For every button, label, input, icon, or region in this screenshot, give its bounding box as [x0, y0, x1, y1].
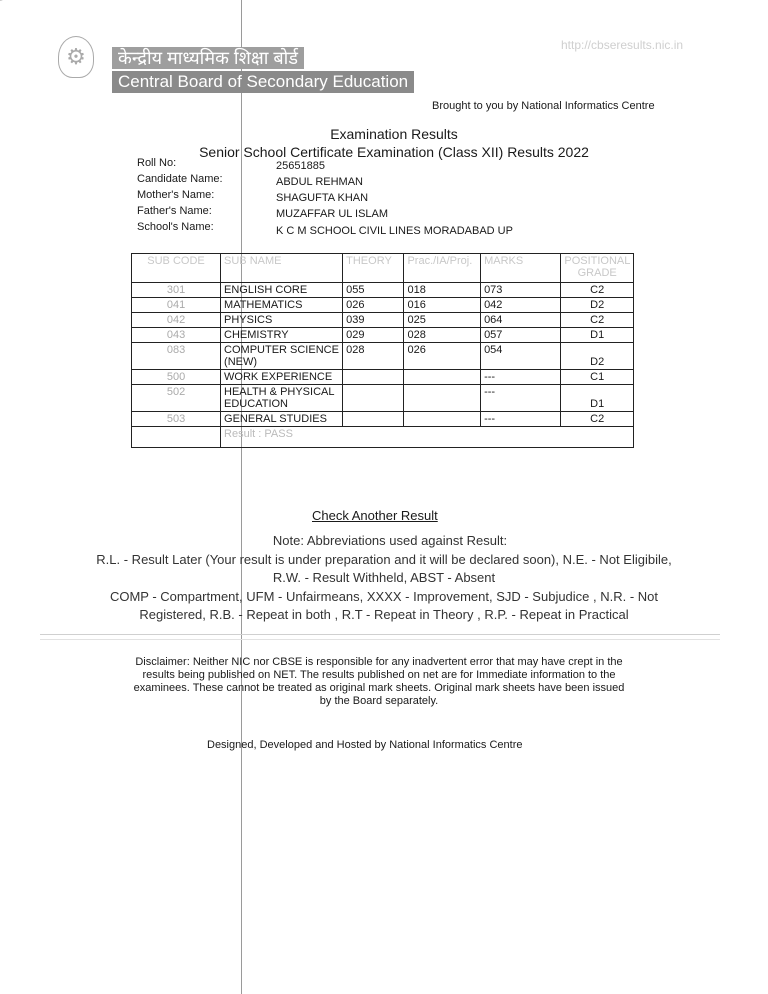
result-row [132, 427, 634, 448]
sub-name: CHEMISTRY [221, 328, 343, 343]
sub-code: 042 [132, 313, 221, 328]
candidate-name-value: ABDUL REHMAN [276, 176, 363, 188]
board-banner [112, 47, 457, 95]
candidate-name-label: Candidate Name: [137, 173, 223, 185]
disclaimer-label: Disclaimer: [135, 656, 190, 668]
grade: D1 [561, 328, 634, 343]
header-marks: MARKS [481, 254, 561, 283]
banner-hindi-title: केन्द्रीय माध्यमिक शिक्षा बोर्ड [112, 47, 304, 69]
cbse-logo-icon: ⚙ [58, 36, 94, 78]
practical-marks: 028 [404, 328, 481, 343]
practical-marks [404, 412, 481, 427]
practical-marks [404, 385, 481, 412]
sub-code: 503 [132, 412, 221, 427]
sub-name: MATHEMATICS [221, 298, 343, 313]
sub-code: 500 [132, 370, 221, 385]
sub-code: 301 [132, 283, 221, 298]
theory-marks [343, 385, 404, 412]
footer-credit: Designed, Developed and Hosted by National Informatics Centre [207, 739, 523, 751]
marks-table-header [132, 254, 634, 283]
header-grade: POSITIONAL GRADE [561, 254, 634, 283]
theory-marks: 029 [343, 328, 404, 343]
grade: C1 [561, 370, 634, 385]
check-another-result-link[interactable]: Check Another Result [312, 508, 438, 523]
disclaimer [128, 656, 630, 708]
theory-marks: 055 [343, 283, 404, 298]
total-marks: --- [481, 385, 561, 412]
marks-table [131, 253, 634, 448]
school-name-value: K C M SCHOOL CIVIL LINES MORADABAD UP [276, 225, 513, 237]
sub-code: 043 [132, 328, 221, 343]
practical-marks: 018 [404, 283, 481, 298]
table-row [132, 370, 634, 385]
header-theory: THEORY [343, 254, 404, 283]
site-url[interactable]: http://cbseresults.nic.in [561, 38, 684, 52]
table-row [132, 298, 634, 313]
sub-name: WORK EXPERIENCE [221, 370, 343, 385]
theory-marks: 026 [343, 298, 404, 313]
sub-code: 502 [132, 385, 221, 412]
theory-marks [343, 370, 404, 385]
notes-line: R.L. - Result Later (Your result is under preparation and it will be declared soon), N.E. - Not Eligibile, [96, 552, 672, 567]
brought-by-text: Brought to you by National Informatics Centre [432, 100, 655, 112]
table-row [132, 328, 634, 343]
banner-english-title: Central Board of Secondary Education [112, 71, 414, 93]
roll-no-label: Roll No: [137, 157, 177, 169]
grade: D2 [561, 298, 634, 313]
result-status: Result : PASS [221, 427, 634, 448]
exam-heading: Examination Results [330, 126, 458, 142]
sub-code: 083 [132, 343, 221, 370]
total-marks: 064 [481, 313, 561, 328]
total-marks: 042 [481, 298, 561, 313]
sub-code: 041 [132, 298, 221, 313]
practical-marks [404, 370, 481, 385]
grade: C2 [561, 283, 634, 298]
theory-marks: 039 [343, 313, 404, 328]
header-sub-code: SUB CODE [132, 254, 221, 283]
sub-name: ENGLISH CORE [221, 283, 343, 298]
corner-fold [0, 0, 57, 1]
practical-marks: 016 [404, 298, 481, 313]
grade: C2 [561, 313, 634, 328]
exam-subheading: Senior School Certificate Examination (Class XII) Results 2022 [199, 144, 589, 160]
result-spacer [132, 427, 221, 448]
notes-line: COMP - Compartment, UFM - Unfairmeans, XXXX - Improvement, SJD - Subjudice , N.R. - Not [109, 589, 659, 604]
total-marks: 057 [481, 328, 561, 343]
father-name-value: MUZAFFAR UL ISLAM [276, 208, 389, 220]
divider [40, 634, 720, 635]
mother-name-value: SHAGUFTA KHAN [276, 192, 369, 204]
divider [40, 639, 720, 640]
sub-name: COMPUTER SCIENCE (NEW) [221, 343, 343, 370]
table-row [132, 343, 634, 370]
roll-no-value: 25651885 [276, 160, 325, 172]
notes-line: R.W. - Result Withheld, ABST - Absent [272, 570, 496, 585]
grade: D1 [561, 385, 634, 412]
table-row [132, 313, 634, 328]
notes-line: Registered, R.B. - Repeat in both , R.T - Repeat in Theory , R.P. - Repeat in Practical [139, 607, 629, 622]
notes-title: Note: Abbreviations used against Result: [272, 533, 508, 548]
header-sub-name: SUB NAME [221, 254, 343, 283]
practical-marks: 026 [404, 343, 481, 370]
table-row [132, 385, 634, 412]
total-marks: --- [481, 412, 561, 427]
disclaimer-text: Neither NIC nor CBSE is responsible for any inadvertent error that may have crept in the results being published on NET. The results published on net are for Immediate information to the examinees. These cannot be treated as original mark sheets. Original mark sheets have been issued by the Board separately. [133, 656, 625, 707]
total-marks: 054 [481, 343, 561, 370]
sub-name: GENERAL STUDIES [221, 412, 343, 427]
table-row [132, 412, 634, 427]
header-practical: Prac./IA/Proj. [404, 254, 481, 283]
grade: D2 [561, 343, 634, 370]
table-row [132, 283, 634, 298]
mother-name-label: Mother's Name: [137, 189, 215, 201]
grade: C2 [561, 412, 634, 427]
theory-marks [343, 412, 404, 427]
sub-name: HEALTH & PHYSICAL EDUCATION [221, 385, 343, 412]
total-marks: 073 [481, 283, 561, 298]
theory-marks: 028 [343, 343, 404, 370]
school-name-label: School's Name: [137, 221, 214, 233]
total-marks: --- [481, 370, 561, 385]
practical-marks: 025 [404, 313, 481, 328]
father-name-label: Father's Name: [137, 205, 212, 217]
sub-name: PHYSICS [221, 313, 343, 328]
